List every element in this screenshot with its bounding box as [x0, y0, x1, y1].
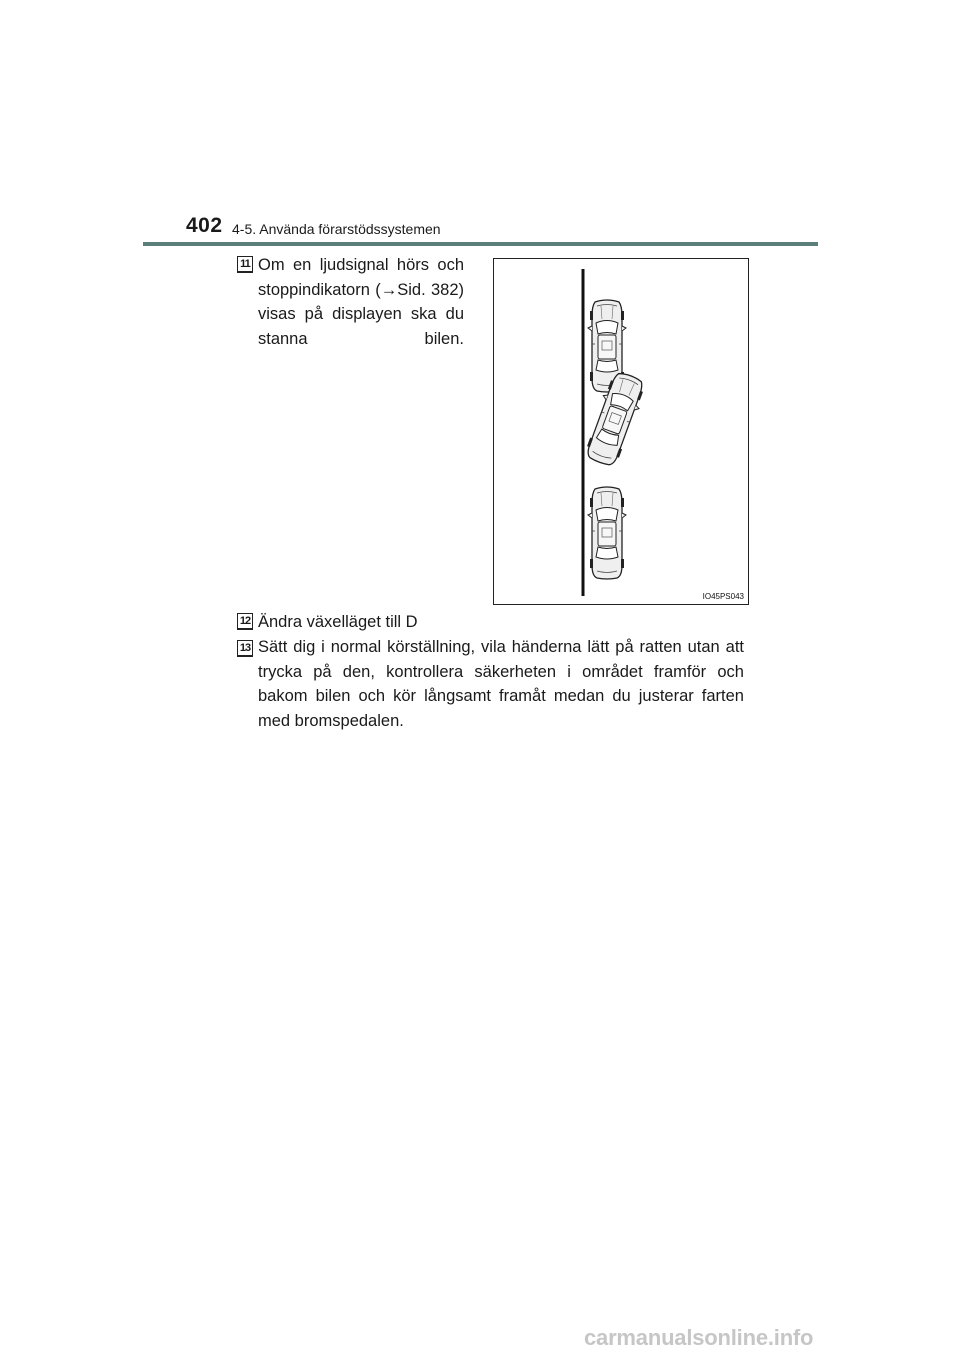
step-text-13: Sätt dig i normal körställning, vila händerna lätt på ratten utan att trycka på den, kontrollera säkerheten i området framför och bakom bilen och kör långsamt framåt medan du justerar farten med bromspedalen. [258, 638, 744, 730]
maneuvering-car [581, 369, 648, 468]
parking-illustration [494, 259, 748, 604]
step-number-11: 11 [237, 256, 253, 272]
step-text-11: Om en ljudsignal hörs och stoppindikatorn (→Sid. 382) visas på displayen ska du stanna bilen. [258, 256, 464, 348]
step-number-13: 13 [237, 640, 253, 656]
figure-code: IO45PS043 [702, 592, 744, 601]
section-title: 4-5. Använda förarstödssystemen [232, 221, 441, 237]
parked-car-rear [588, 487, 626, 579]
page-number: 402 [186, 214, 223, 237]
step-text-12: Ändra växelläget till D [258, 613, 418, 631]
watermark: carmanualsonline.info [584, 1325, 814, 1350]
header-rule [143, 242, 818, 246]
step-number-12: 12 [237, 613, 253, 629]
parking-figure [493, 258, 749, 605]
